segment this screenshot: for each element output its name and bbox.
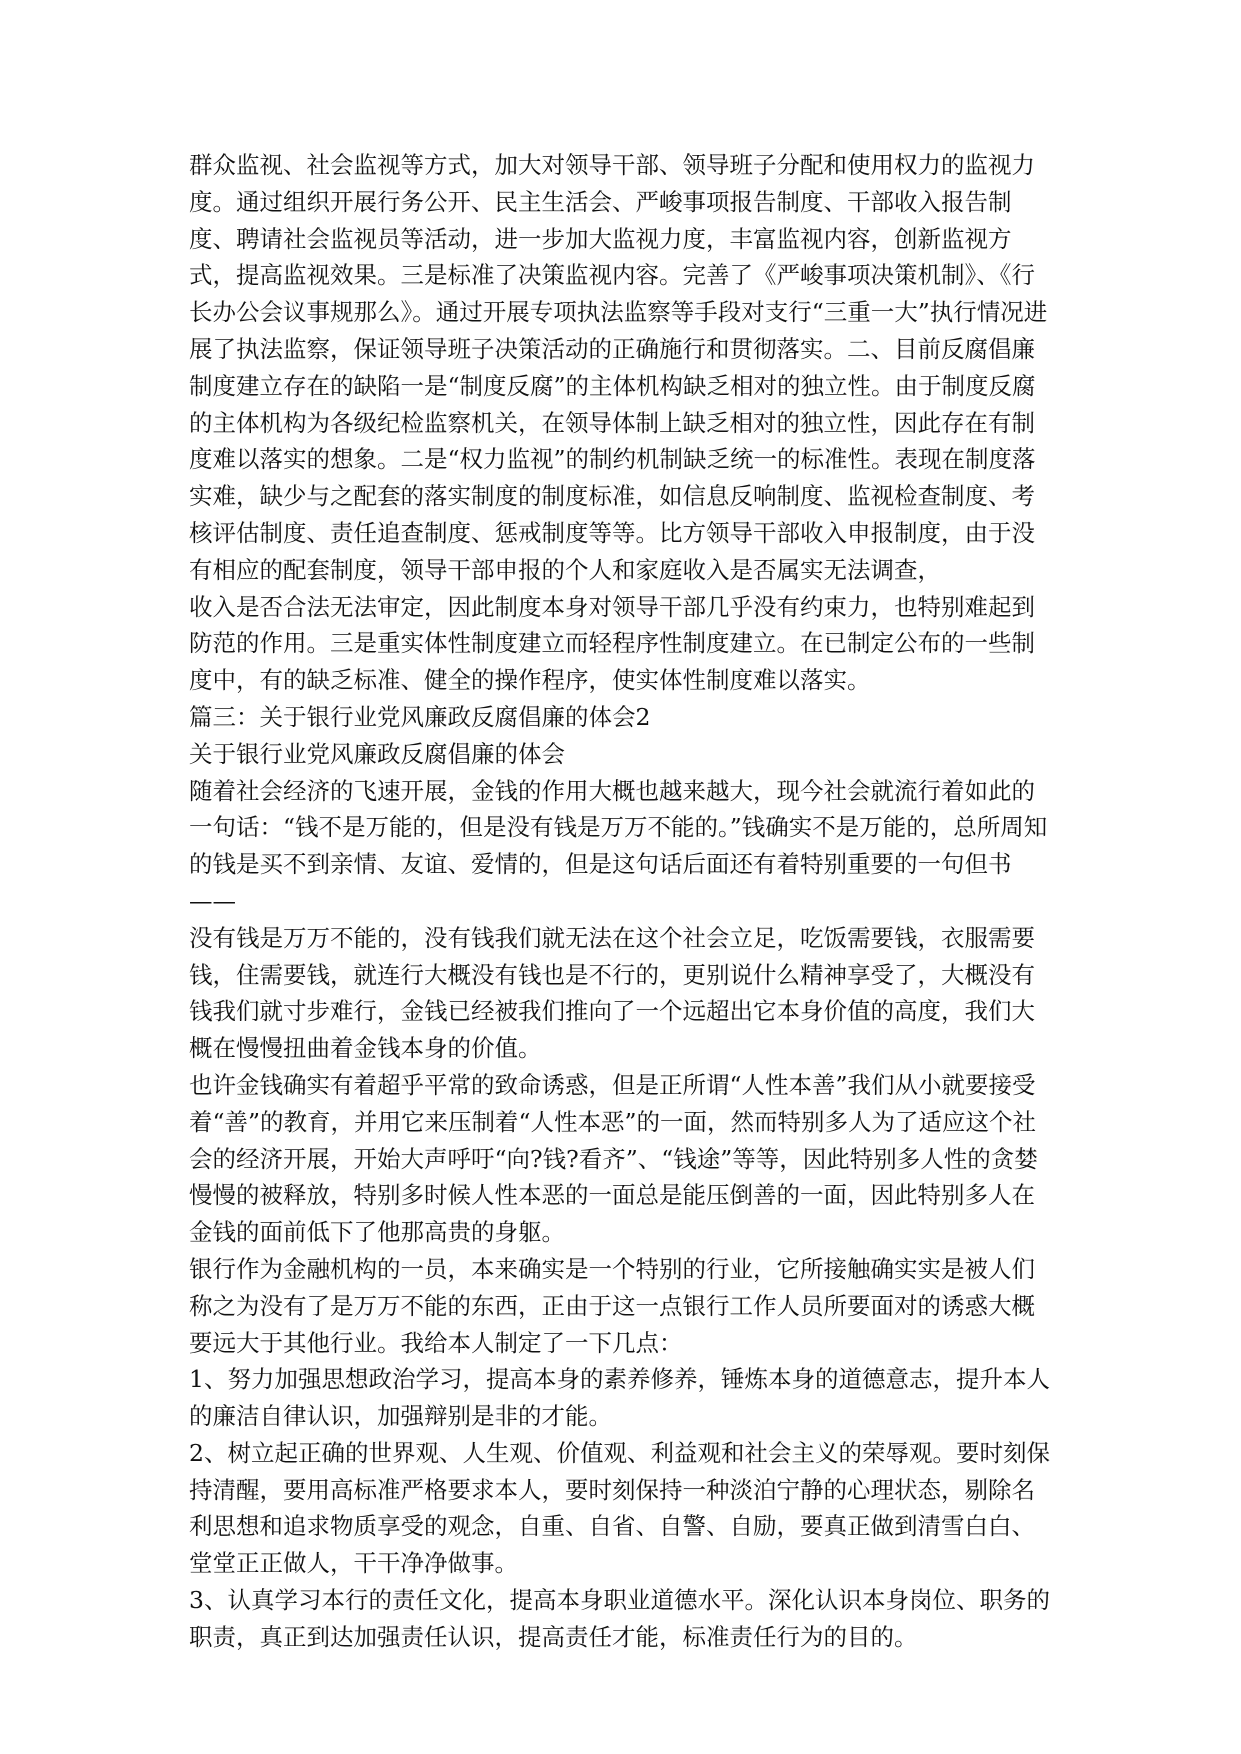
paragraph-4: 没有钱是万万不能的，没有钱我们就无法在这个社会立足，吃饭需要钱，衣服需要钱，住需要钱，就连行大概没有钱也是不行的，更别说什么精神享受了，大概没有钱我们就寸步难行，金钱已经被我们推向了一个远超出它本身价值的高度，我们大概在慢慢扭曲着金钱本身的价值。 bbox=[189, 923, 1035, 1063]
paragraph-5: 也许金钱确实有着超乎平常的致命诱惑，但是正所谓“人性本善”我们从小就要接受着“善”的教育，并用它来压制着“人性本恶”的一面，然而特别多人为了适应这个社会的经济开展，开始大声呼吁“向?钱?看齐”、“钱途”等等，因此特别多人性的贪婪慢慢的被释放，特别多时候人性本恶的一面总是能压倒善的一面，因此特别多人在金钱的面前低下了他那高贵的身躯。 bbox=[189, 1070, 1038, 1247]
paragraph-1: 群众监视、社会监视等方式，加大对领导干部、领导班子分配和使用权力的监视力度。通过组织开展行务公开、民主生活会、严峻事项报告制度、干部收入报告制度、聘请社会监视员等活动，进一步加大监视力度，丰富监视内容，创新监视方式，提高监视效果。三是标准了决策监视内容。完善了《严峻事项决策机制》、《行长办公会议事规那么》。通过开展专项执法监察等手段对支行“三重一大”执行情况进展了执法监察，保证领导班子决策活动的正确施行和贯彻落实。二、目前反腐倡廉制度建立存在的缺陷一是“制度反腐”的主体机构缺乏相对的独立性。由于制度反腐的主体机构为各级纪检监察机关，在领导体制上缺乏相对的独立性，因此存在有制度难以落实的想象。二是“权力监视”的制约机制缺乏统一的标准性。表现在制度落实难，缺少与之配套的落实制度的制度标准，如信息反响制度、监视检查制度、考核评估制度、责任追查制度、惩戒制度等等。比方领导干部收入申报制度，由于没有相应的配套制度，领导干部申报的个人和家庭收入是否属实无法调查， bbox=[189, 151, 1048, 584]
list-item-2: 2、树立起正确的世界观、人生观、价值观、利益观和社会主义的荣辱观。要时刻保持清醒，要用高标准严格要求本人，要时刻保持一种淡泊宁静的心理状态，剔除名利思想和追求物质享受的观念，自重、自省、自警、自励，要真正做到清雪白白、堂堂正正做人，干干净净做事。 bbox=[189, 1438, 1050, 1578]
paragraph-6: 银行作为金融机构的一员，本来确实是一个特别的行业，它所接触确实实是被人们称之为没有了是万万不能的东西，正由于这一点银行工作人员所要面对的诱惑大概要远大于其他行业。我给本人制定了一下几点： bbox=[189, 1254, 1035, 1357]
section-heading: 篇三：关于银行业党风廉政反腐倡廉的体会2 bbox=[189, 702, 651, 731]
article-title: 关于银行业党风廉政反腐倡廉的体会 bbox=[189, 739, 565, 768]
list-item-3: 3、认真学习本行的责任文化，提高本身职业道德水平。深化认识本身岗位、职务的职责，真正到达加强责任认识，提高责任才能，标准责任行为的目的。 bbox=[189, 1586, 1050, 1651]
paragraph-2: 收入是否合法无法审定，因此制度本身对领导干部几乎没有约束力，也特别难起到防范的作用。三是重实体性制度建立而轻程序性制度建立。在已制定公布的一些制度中，有的缺乏标准、健全的操作程序，使实体性制度难以落实。 bbox=[189, 592, 1035, 695]
paragraph-3: 随着社会经济的飞速开展，金钱的作用大概也越来越大，现今社会就流行着如此的一句话：“钱不是万能的，但是没有钱是万万不能的。”钱确实不是万能的，总所周知的钱是买不到亲情、友谊、爱情的，但是这句话后面还有着特别重要的一句但书—— bbox=[189, 776, 1048, 915]
document-body bbox=[189, 147, 1054, 1656]
list-item-1: 1、努力加强思想政治学习，提高本身的素养修养，锤炼本身的道德意志，提升本人的廉洁自律认识，加强辩别是非的才能。 bbox=[189, 1365, 1050, 1431]
